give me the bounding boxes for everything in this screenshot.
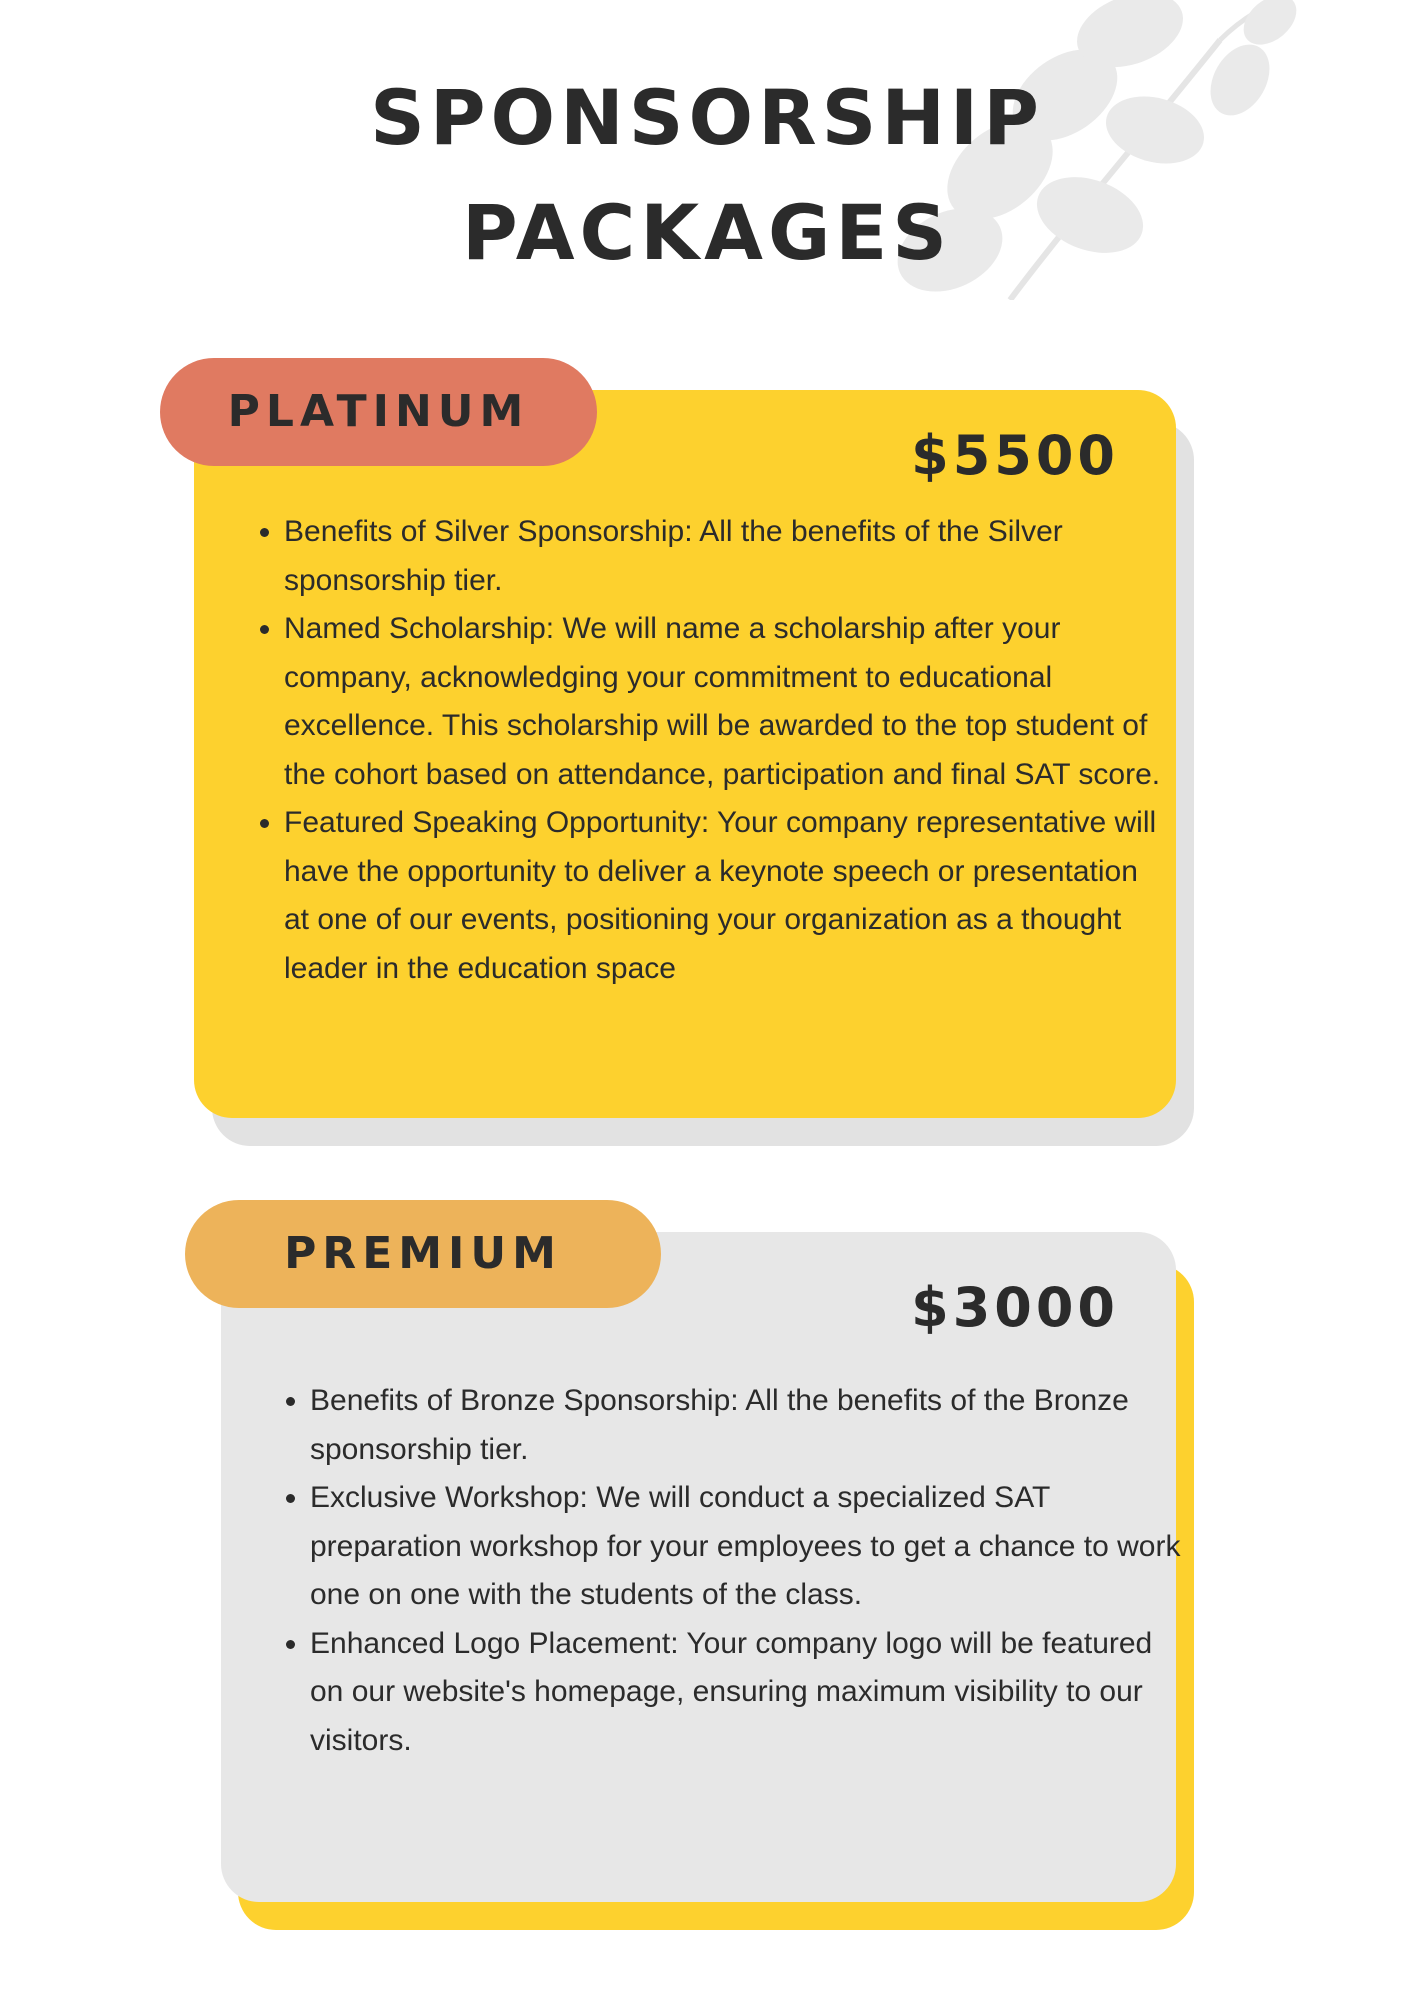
page-title-line-2: PACKAGES xyxy=(461,188,953,277)
list-item: • Enhanced Logo Placement: Your company logo will be featured on our website's homepage, ensuring maximum visibility to our visitors. xyxy=(310,1620,1190,1766)
list-item: • Benefits of Bronze Sponsorship: All the benefits of the Bronze sponsorship tier. xyxy=(310,1377,1190,1474)
platinum-tag xyxy=(160,358,597,466)
platinum-price: $5500 xyxy=(911,424,1119,487)
list-item: • Exclusive Workshop: We will conduct a specialized SAT preparation workshop for your employees to get a chance to work one on one with the students of the class. xyxy=(310,1474,1190,1620)
premium-tag xyxy=(185,1200,661,1308)
page-title xyxy=(0,60,1414,290)
page-title-line-1: SPONSORSHIP xyxy=(370,73,1044,162)
list-item: • Benefits of Silver Sponsorship: All the benefits of the Silver sponsorship tier. xyxy=(284,508,1164,605)
premium-price: $3000 xyxy=(911,1276,1119,1339)
premium-tag-label: PREMIUM xyxy=(284,1228,562,1279)
platinum-benefits-list xyxy=(250,508,1164,993)
list-item: • Featured Speaking Opportunity: Your company representative will have the opportunity to deliver a keynote speech or presentation at one of our events, positioning your organization as a thought leader in the education space xyxy=(284,799,1164,993)
list-item: • Named Scholarship: We will name a scholarship after your company, acknowledging your commitment to educational excellence. This scholarship will be awarded to the top student of the cohort based on attendance, participation and final SAT score. xyxy=(284,605,1164,799)
premium-benefits-list xyxy=(276,1377,1190,1765)
platinum-tag-label: PLATINUM xyxy=(227,386,530,437)
